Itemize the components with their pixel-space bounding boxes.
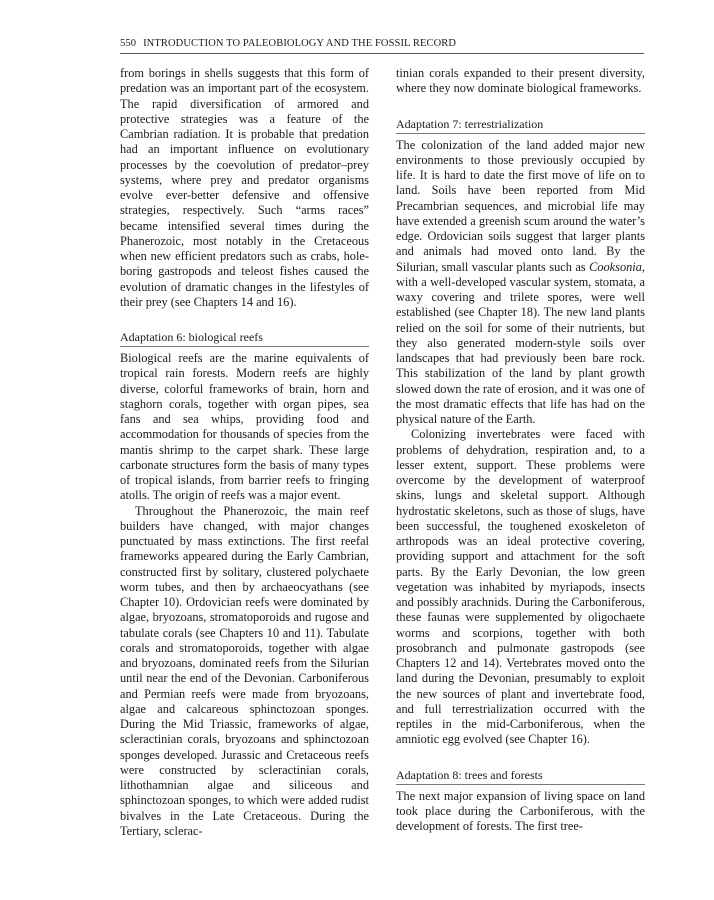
section-heading-adaptation-8: Adaptation 8: trees and forests (396, 768, 645, 785)
paragraph-text: The colonization of the land added major new environments to those previously occupied by life. It is hard to date the first move of life on to land. Soils have been reported from Mid Precambrian sequences, and microbial life may have extended a greenish scum around the water’s edge. Ordovician soils suggest that larger plants and animals had moved onto land. By the Silurian, small vascular plants such as (396, 137, 645, 274)
paragraph (396, 138, 645, 428)
right-column (396, 66, 645, 834)
paragraph-continued: from borings in shells suggests that this form of predation was an important part of the ecosystem. The rapid diversification of armored and protective strategies was a feature of the Cambrian radiation. It is probable that predation had an important influence on evolutionary processes by the coevolution of predator–prey systems, where prey and predator organisms evolve ever-better defensive and offensive strategies, respectively. Such “arms races” became intensified several times during the Phanerozoic, most notably in the Cretaceous when new efficient predators such as crabs, hole-boring gastropods and teleost fishes caused the evolution of dramatic changes in the lifestyles of their prey (see Chapters 14 and 16). (120, 66, 369, 309)
paragraph-continued: tinian corals expanded to their present diversity, where they now dominate biological frameworks. (396, 66, 645, 96)
section-heading-adaptation-6: Adaptation 6: biological reefs (120, 330, 369, 347)
paragraph: The next major expansion of living space on land took place during the Carboniferous, with the development of forests. The first tree- (396, 788, 645, 833)
running-header (120, 38, 644, 54)
page-number: 550 (120, 38, 137, 49)
left-column (120, 66, 369, 839)
paragraph: Biological reefs are the marine equivalents of tropical rain forests. Modern reefs are highly diverse, colorful frameworks of brain, horn and staghorn corals, together with organ pipes, sea fans and sea whips, providing food and accommodation for thousands of species from the mantis shrimp to the carpet shark. These large carbonate structures form the basis of many types of tropical islands, from barrier reefs to fringing atolls. The origin of reefs was a major event. (120, 351, 369, 503)
running-title: INTRODUCTION TO PALEOBIOLOGY AND THE FOSSIL RECORD (143, 38, 457, 49)
paragraph-text: , with a well-developed vascular system, stomata, a waxy covering and trilete spores, were well established (see Chapter 18). The new land plants relied on the soil for some of their nutrients, but they also generated modern-style soils over landscapes that had previously been bare rock. This stabilization of the land by plant growth slowed down the rate of erosion, and it was one of the most dramatic effects that life has had on the physical nature of the Earth. (396, 259, 645, 426)
section-gap (396, 748, 645, 768)
section-gap (396, 97, 645, 117)
section-heading-adaptation-7: Adaptation 7: terrestrialization (396, 117, 645, 134)
section-gap (120, 310, 369, 330)
paragraph: Throughout the Phanerozoic, the main reef builders have changed, with major changes punctuated by mass extinctions. The first reefal frameworks appeared during the Early Cambrian, constructed first by solitary, clustered polychaete worm tubes, and then by archaeocyathans (see Chapter 10). Ordovician reefs were dominated by algae, bryozoans, stromatoporoids and rugose and tabulate corals (see Chapters 10 and 11). Tabulate corals and stromatoporoids, together with algae and bryozoans, dominated reefs from the Silurian until near the end of the Devonian. Carboniferous and Permian reefs were made from bryozoans, algae and calcareous sphinctozoan sponges. During the Mid Triassic, frameworks of algae, scleractinian corals, bryozoans and sphinctozoan sponges developed. Jurassic and Cretaceous reefs were constructed by scleractinian corals, lithothamnian algae and siliceous and sphinctozoan sponges, to which were added rudist bivalves in the Late Cretaceous. During the Tertiary, sclerac- (120, 503, 369, 838)
paragraph: Colonizing invertebrates were faced with problems of dehydration, respiration and, to a lesser extent, support. These problems were overcome by the development of waterproof skins, lungs and skeletal support. Although hydrostatic skeletons, such as those of slugs, have been successful, the toughened exoskeleton of arthropods was an ideal protective covering, providing support and attachment for the soft parts. By the Early Devonian, the low green vegetation was inhabited by myriapods, insects and possibly arachnids. During the Carboniferous, these faunas were supplemented by oligochaete worms and scorpions, together with both prosobranch and pulmonate gastropods (see Chapters 12 and 14). Vertebrates moved onto the land during the Devonian, presumably to exploit the new sources of plant and invertebrate food, and full terrestrialization occurred with the reptiles in the mid-Carboniferous, when the amniotic egg evolved (see Chapter 16). (396, 427, 645, 747)
taxon-name-italic: Cooksonia (589, 259, 642, 274)
